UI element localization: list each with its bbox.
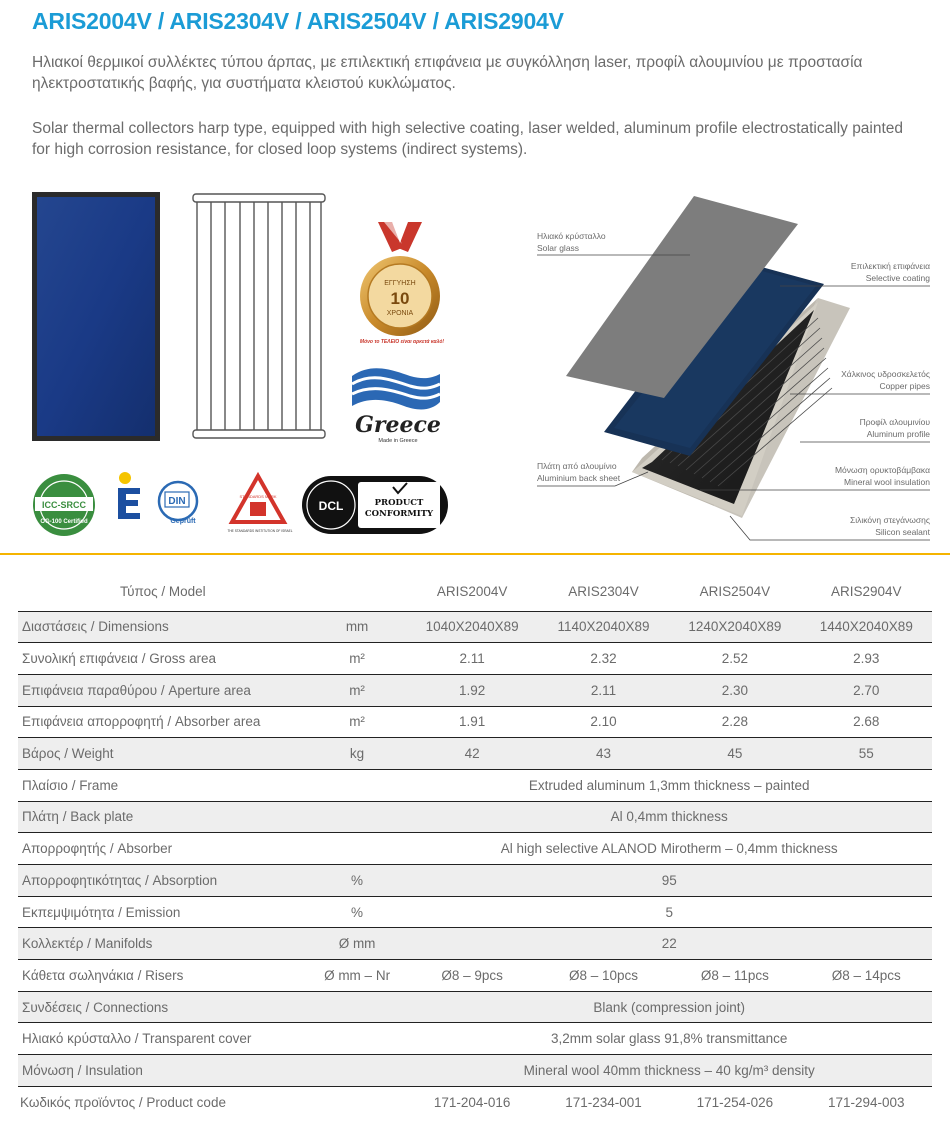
row-unit-cell: mm <box>308 611 407 643</box>
row-label-cell: Πλάτη / Back plate <box>18 801 308 833</box>
header-model-cell: ARIS2304V <box>568 584 639 600</box>
table-row <box>18 706 932 738</box>
row-value-cell: Ø8 – 10pcs <box>538 960 669 992</box>
row-value-cell: 171-234-001 <box>538 1086 669 1118</box>
row-label-cell: Κάθετα σωληνάκια / Risers <box>18 960 308 992</box>
table-row <box>18 896 932 928</box>
dcl-text: DCL <box>318 499 344 513</box>
warranty-line2: ΧΡΟΝΙΑ <box>386 310 414 317</box>
label-back-sheet-gr: Πλάτη από αλουμίνιο <box>537 461 617 471</box>
row-value-cell: Ø8 – 11pcs <box>669 960 800 992</box>
din-text: DIN <box>168 496 186 507</box>
icc-text: ICC-SRCC <box>42 500 86 510</box>
table-row <box>18 643 932 675</box>
row-span-value-cell: Al high selective ALANOD Mirotherm – 0,4mm thickness <box>406 833 932 865</box>
label-selective-coating <box>790 260 930 284</box>
row-unit-cell: % <box>308 865 407 897</box>
row-label-cell: Μόνωση / Insulation <box>18 1055 308 1087</box>
table-header-row <box>18 573 932 611</box>
row-unit-cell: kg <box>308 738 407 770</box>
sii-standards-mark-logo <box>227 476 292 533</box>
page-title: ARIS2004V / ARIS2304V / ARIS2504V / ARIS2904V <box>32 8 564 34</box>
row-value-cell: 2.32 <box>538 643 669 675</box>
row-value-cell: 43 <box>538 738 669 770</box>
table-row <box>18 674 932 706</box>
harp-absorber-image <box>193 194 325 438</box>
row-label-cell: Ηλιακό κρύσταλλο / Transparent cover <box>18 1023 308 1055</box>
label-solar-glass-gr: Ηλιακό κρύσταλλο <box>537 231 606 241</box>
row-value-cell: 45 <box>669 738 800 770</box>
row-span-value-cell: Al 0,4mm thickness <box>406 801 932 833</box>
row-value-cell: 1040X2040X89 <box>406 611 537 643</box>
label-copper-pipes <box>790 368 930 392</box>
row-unit-cell <box>308 1023 407 1055</box>
row-label-cell: Διαστάσεις / Dimensions <box>18 611 308 643</box>
row-value-cell: 1140X2040X89 <box>538 611 669 643</box>
table-row <box>18 738 932 770</box>
row-span-value-cell: 3,2mm solar glass 91,8% transmittance <box>406 1023 932 1055</box>
table-row <box>18 1023 932 1055</box>
label-mineral-wool-gr: Μόνωση ορυκτοβάμβακα <box>834 465 930 475</box>
row-label-cell: Πλαίσιο / Frame <box>18 769 308 801</box>
row-label-cell: Συνολική επιφάνεια / Gross area <box>18 643 308 675</box>
row-value-cell: 1.92 <box>406 674 537 706</box>
row-value-cell: 1440X2040X89 <box>801 611 932 643</box>
header-model-cell: ARIS2904V <box>831 584 902 600</box>
table-row <box>18 991 932 1023</box>
row-value-cell: 2.11 <box>538 674 669 706</box>
warranty-tagline: Μόνο το ΤΕΛΕΙΟ είναι αρκετά καλό! <box>359 339 445 345</box>
greece-text: Greece <box>355 412 441 438</box>
row-value-cell: 171-294-003 <box>801 1086 932 1118</box>
section-divider <box>0 553 950 555</box>
row-span-value-cell: 95 <box>406 865 932 897</box>
row-label-cell: Συνδέσεις / Connections <box>18 991 308 1023</box>
collector-front-image <box>32 192 160 441</box>
row-span-value-cell: Mineral wool 40mm thickness – 40 kg/m³ density <box>406 1055 932 1087</box>
row-unit-cell <box>308 1086 407 1118</box>
row-unit-cell <box>308 769 407 801</box>
row-span-value-cell: Blank (compression joint) <box>406 991 932 1023</box>
specifications-table <box>18 573 932 1118</box>
dcl-product-conformity-logo <box>302 476 448 534</box>
row-value-cell: 2.28 <box>669 706 800 738</box>
row-label-cell: Βάρος / Weight <box>18 738 308 770</box>
label-aluminum-profile-gr: Προφίλ αλουμινίου <box>859 417 930 427</box>
e-mark-logo <box>118 472 140 519</box>
label-silicon-sealant <box>790 514 930 538</box>
row-value-cell: 2.52 <box>669 643 800 675</box>
label-mineral-wool-en: Mineral wool insulation <box>844 477 930 487</box>
description-greek: Ηλιακοί θερμικοί συλλέκτες τύπου άρπας, με επιλεκτική επιφάνεια με συγκόλληση laser, προφίλ αλουμινίου με προστασία ηλεκτροστατικής βαφής, για συστήματα κλειστού κυκλώματος. <box>32 54 863 92</box>
geprueft-text: Geprüft <box>170 518 196 525</box>
row-label-cell: Εκπεμψιμότητα / Emission <box>18 896 308 928</box>
row-unit-cell: m² <box>308 674 407 706</box>
made-in-greece-text: Made in Greece <box>378 438 418 444</box>
label-aluminum-profile-en: Aluminum profile <box>866 429 930 439</box>
header-label-cell: Τύπος / Model <box>120 584 206 600</box>
table-row <box>18 960 932 992</box>
warranty-badge <box>360 222 444 345</box>
label-copper-pipes-gr: Χάλκινος υδροσκελετός <box>841 369 930 379</box>
row-value-cell: 42 <box>406 738 537 770</box>
row-value-cell: 2.70 <box>801 674 932 706</box>
sii-bottom-text: THE STANDARDS INSTITUTION OF ISRAEL <box>227 529 293 533</box>
label-selective-coating-gr: Επιλεκτική επιφάνεια <box>850 261 930 271</box>
description-english: Solar thermal collectors harp type, equipped with high selective coating, laser welded, aluminum profile electrostatically painted for high corrosion resistance, for closed loop systems (indirect systems). <box>32 120 904 158</box>
row-unit-cell: Ø mm <box>308 928 407 960</box>
table-row <box>18 1086 932 1118</box>
label-silicon-sealant-en: Silicon sealant <box>875 527 930 537</box>
icc-srcc-logo <box>33 474 95 536</box>
label-silicon-sealant-gr: Σιλικόνη στεγάνωσης <box>849 515 930 525</box>
header-unit-cell <box>308 573 407 611</box>
row-value-cell: Ø8 – 9pcs <box>406 960 537 992</box>
header-model-cell: ARIS2004V <box>436 584 508 600</box>
header-model-cell: ARIS2504V <box>699 584 771 600</box>
label-mineral-wool <box>780 464 930 488</box>
row-unit-cell: m² <box>308 643 407 675</box>
row-unit-cell <box>308 991 407 1023</box>
row-value-cell: 1240X2040X89 <box>669 611 800 643</box>
row-span-value-cell: 5 <box>406 896 932 928</box>
label-aluminum-profile <box>790 416 930 440</box>
row-unit-cell <box>308 833 407 865</box>
warranty-line1: ΕΓΓΥΗΣΗ <box>384 280 416 287</box>
row-value-cell: 55 <box>801 738 932 770</box>
row-span-value-cell: Extruded aluminum 1,3mm thickness – painted <box>406 769 932 801</box>
table-row <box>18 801 932 833</box>
row-value-cell: 2.93 <box>801 643 932 675</box>
sii-top-text: STANDARDS MARK <box>239 494 277 499</box>
table-row <box>18 928 932 960</box>
row-unit-cell: Ø mm – Nr <box>308 960 407 992</box>
table-row <box>18 769 932 801</box>
row-unit-cell: m² <box>308 706 407 738</box>
conformity-line2: CONFORMITY <box>364 509 434 519</box>
label-aluminium-back-sheet <box>537 460 620 484</box>
table-row <box>18 1055 932 1087</box>
row-label-cell: Κολλεκτέρ / Manifolds <box>18 928 308 960</box>
row-unit-cell: % <box>308 896 407 928</box>
label-selective-coating-en: Selective coating <box>865 273 930 283</box>
din-geprueft-logo <box>159 482 197 525</box>
row-value-cell: 2.10 <box>538 706 669 738</box>
row-value-cell: 2.11 <box>406 643 537 675</box>
row-value-cell: 1.91 <box>406 706 537 738</box>
label-solar-glass-en: Solar glass <box>537 243 580 253</box>
row-span-value-cell: 22 <box>406 928 932 960</box>
row-value-cell: Ø8 – 14pcs <box>801 960 932 992</box>
product-figures <box>0 180 950 550</box>
row-value-cell: 2.30 <box>669 674 800 706</box>
label-copper-pipes-en: Copper pipes <box>879 381 930 391</box>
row-value-cell: 2.68 <box>801 706 932 738</box>
og100-text: OG-100 Certified <box>40 519 88 525</box>
row-label-cell: Κωδικός προϊόντος / Product code <box>18 1086 308 1118</box>
figures-canvas <box>0 180 950 550</box>
row-value-cell: 171-254-026 <box>669 1086 800 1118</box>
row-label-cell: Απορροφητικότητας / Absorption <box>18 865 308 897</box>
table-row <box>18 865 932 897</box>
row-label-cell: Απορροφητής / Absorber <box>18 833 308 865</box>
row-unit-cell <box>308 801 407 833</box>
row-unit-cell <box>308 1055 407 1087</box>
table-row <box>18 833 932 865</box>
label-back-sheet-en: Aluminium back sheet <box>537 473 621 483</box>
row-label-cell: Επιφάνεια απορροφητή / Absorber area <box>18 706 308 738</box>
conformity-line1: PRODUCT <box>374 498 424 508</box>
warranty-years: 10 <box>390 289 410 308</box>
label-solar-glass <box>537 230 606 254</box>
greece-flag-logo <box>352 368 441 444</box>
row-value-cell: 171-204-016 <box>406 1086 537 1118</box>
row-label-cell: Επιφάνεια παραθύρου / Aperture area <box>18 674 308 706</box>
table-row <box>18 611 932 643</box>
